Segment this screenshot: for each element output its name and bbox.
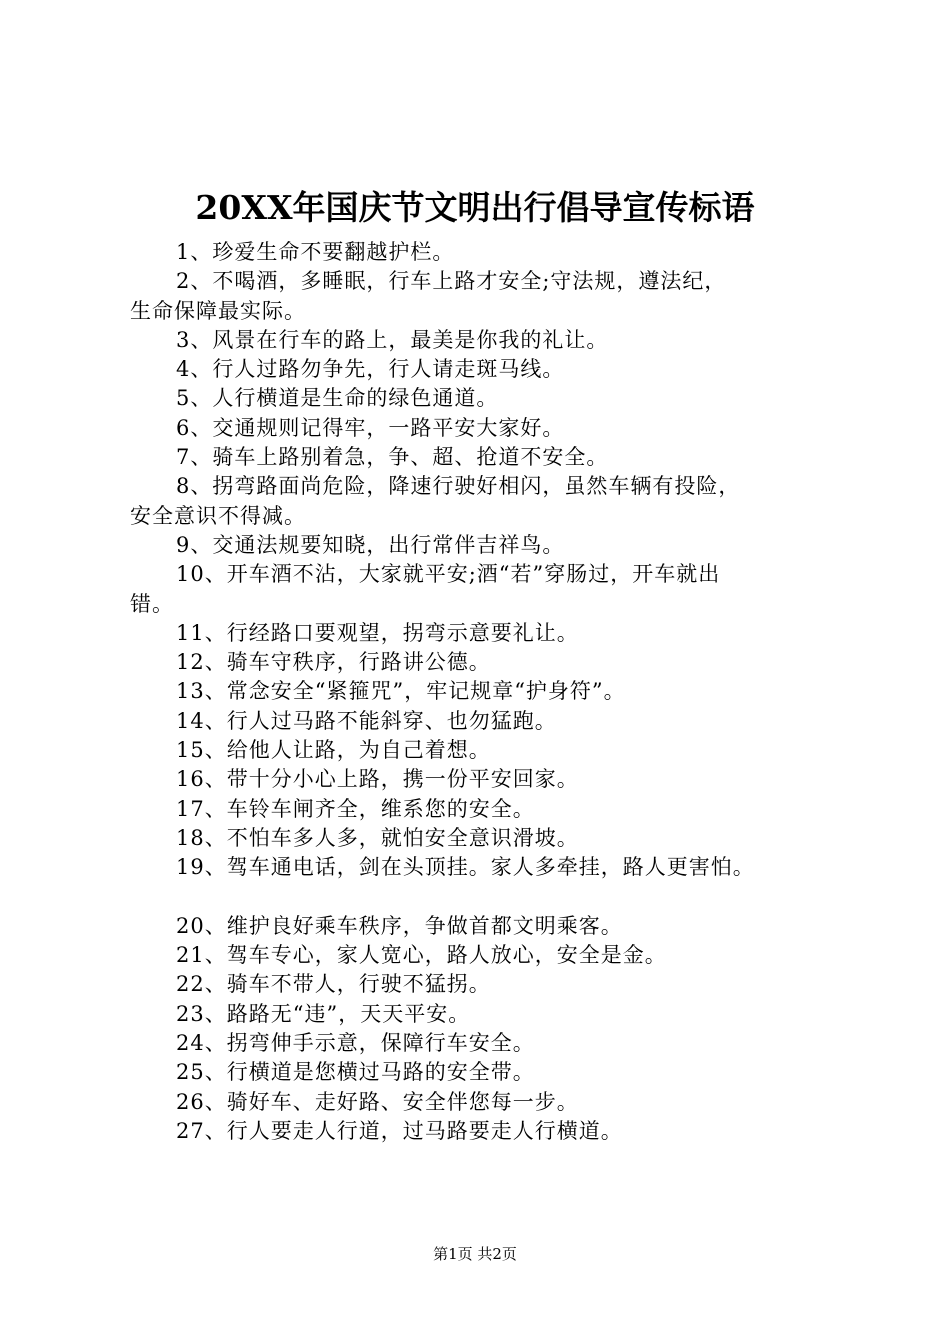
slogan-line: 8、拐弯路面尚危险，降速行驶好相闪，虽然车辆有投险， (176, 474, 741, 499)
slogan-line: 14、行人过马路不能斜穿、也勿猛跑。 (176, 708, 557, 733)
slogan-line: 20、维护良好乘车秩序，争做首都文明乘客。 (176, 913, 623, 938)
slogan-line: 4、行人过路勿争先，行人请走斑马线。 (176, 357, 565, 382)
slogan-line: 安全意识不得减。 (130, 503, 306, 528)
document-body (130, 238, 830, 1146)
slogan-line: 19、驾车通电话，剑在头顶挂。家人多牵挂，路人更害怕。 (176, 855, 755, 880)
slogan-line: 17、车铃车闸齐全，维系您的安全。 (176, 796, 535, 821)
slogan-line: 2、不喝酒，多睡眠，行车上路才安全;守法规，遵法纪， (176, 269, 727, 294)
slogan-line: 18、不怕车多人多，就怕安全意识滑坡。 (176, 825, 579, 850)
slogan-line: 11、行经路口要观望，拐弯示意要礼让。 (176, 620, 579, 645)
slogan-line: 3、风景在行车的路上，最美是你我的礼让。 (176, 327, 609, 352)
slogan-line: 13、常念安全“紧箍咒”，牢记规章“护身符”。 (176, 679, 626, 704)
slogan-line: 6、交通规则记得牢，一路平安大家好。 (176, 415, 565, 440)
page-footer: 第1页 共2页 (433, 1245, 517, 1263)
slogan-line: 10、开车酒不沾，大家就平安;酒“若”穿肠过，开车就出 (176, 562, 721, 587)
slogan-line: 23、路路无“违”，天天平安。 (176, 1001, 471, 1026)
slogan-line: 12、骑车守秩序，行路讲公德。 (176, 650, 491, 675)
slogan-line: 错。 (130, 591, 174, 616)
slogan-line: 22、骑车不带人，行驶不猛拐。 (176, 972, 491, 997)
slogan-line: 25、行横道是您横过马路的安全带。 (176, 1060, 535, 1085)
slogan-line: 7、骑车上路别着急，争、超、抢道不安全。 (176, 445, 609, 470)
document-title: 20XX年国庆节文明出行倡导宣传标语 (195, 188, 755, 227)
slogan-line: 1、珍爱生命不要翻越护栏。 (176, 240, 455, 264)
slogan-line: 16、带十分小心上路，携一份平安回家。 (176, 767, 579, 792)
slogan-line: 27、行人要走人行道，过马路要走人行横道。 (176, 1118, 623, 1143)
slogan-line: 9、交通法规要知晓，出行常伴吉祥鸟。 (176, 532, 565, 557)
slogan-line: 5、人行横道是生命的绿色通道。 (176, 386, 499, 411)
slogan-line: 21、驾车专心，家人宽心，路人放心，安全是金。 (176, 943, 667, 968)
slogan-line: 生命保障最实际。 (130, 298, 306, 323)
slogan-line: 26、骑好车、走好路、安全伴您每一步。 (176, 1089, 579, 1114)
slogan-line (130, 883, 830, 912)
slogan-line: 24、拐弯伸手示意，保障行车安全。 (176, 1031, 535, 1056)
slogan-line: 15、给他人让路，为自己着想。 (176, 738, 491, 763)
